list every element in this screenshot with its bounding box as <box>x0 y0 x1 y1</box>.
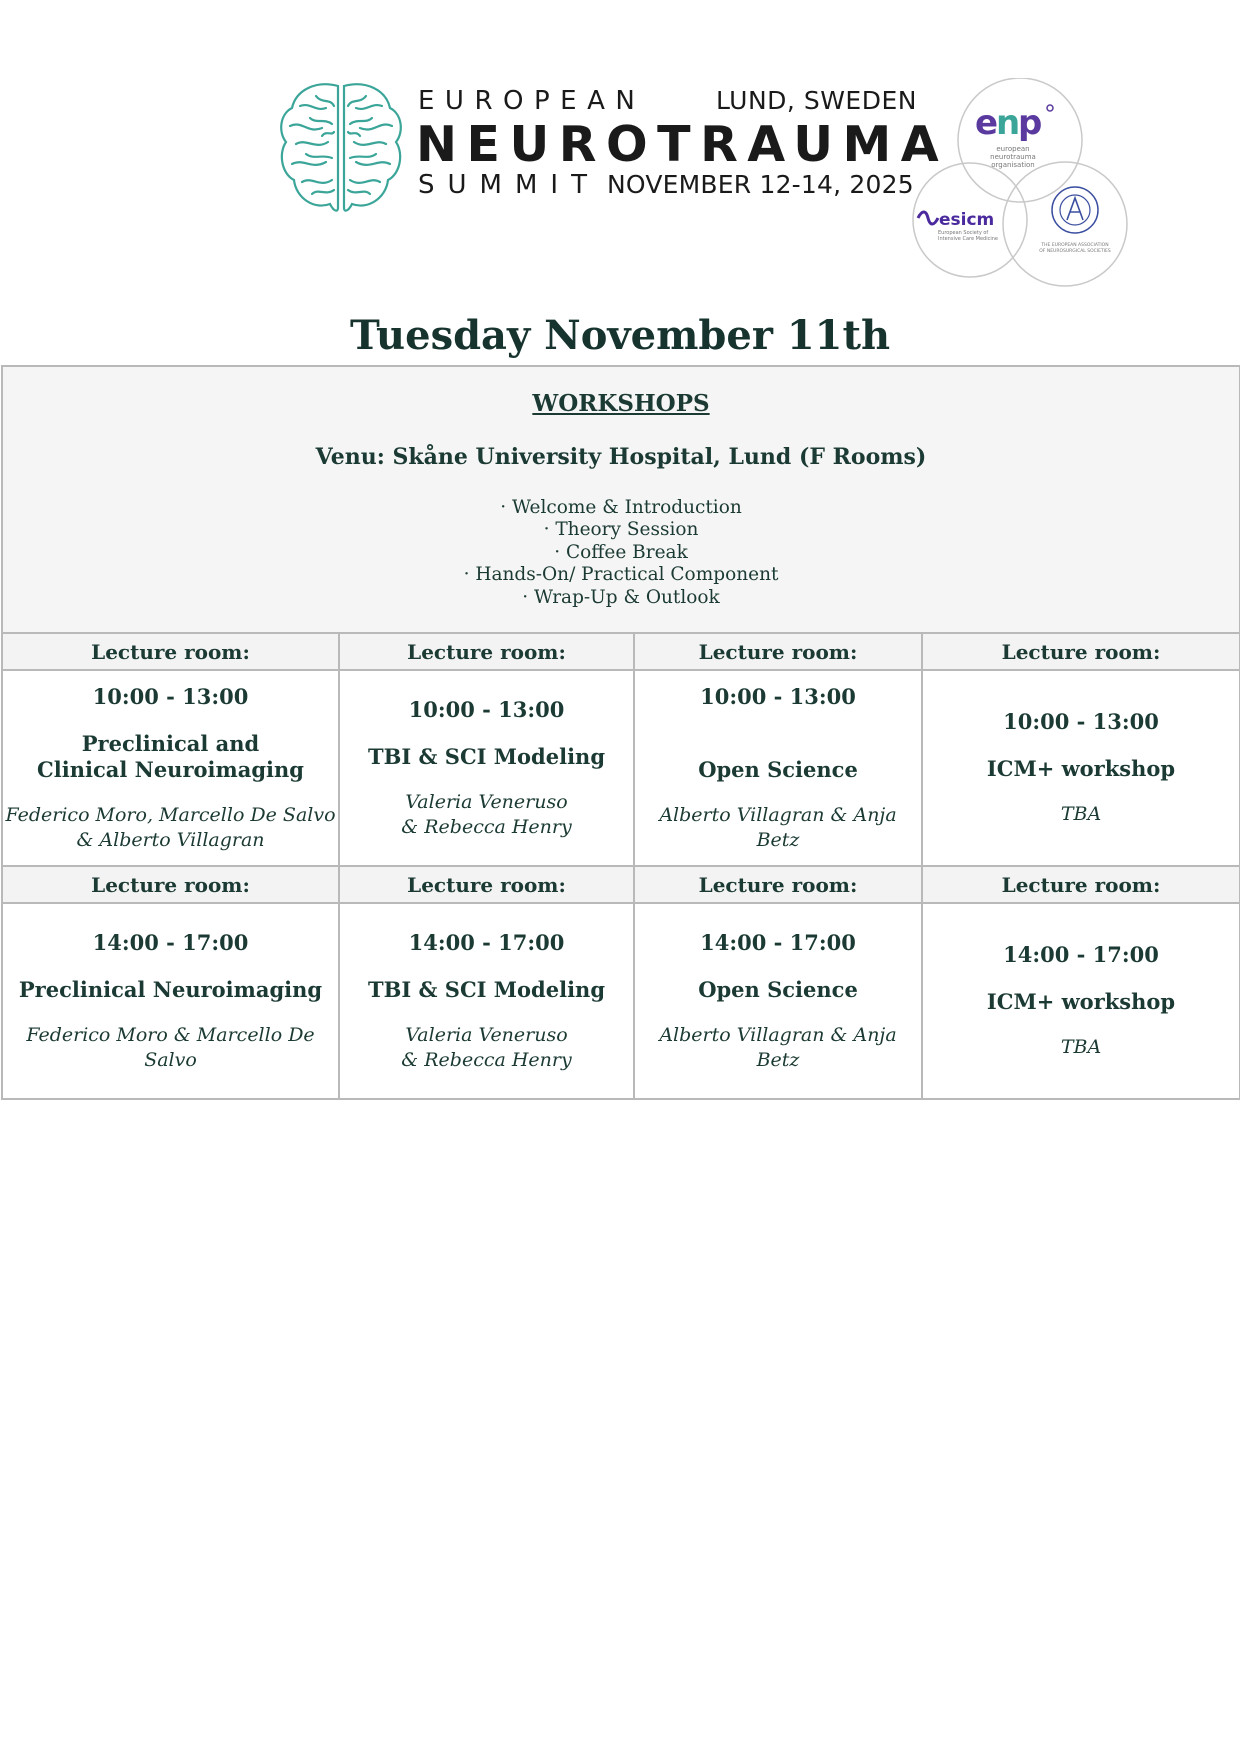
agenda-list <box>3 497 1239 610</box>
room-header-row <box>2 633 1240 670</box>
room-label: Lecture room: <box>922 866 1240 903</box>
workshops-intro <box>2 366 1240 633</box>
room-label: Lecture room: <box>2 633 339 670</box>
session-cell <box>922 670 1240 866</box>
workshops-intro-row <box>2 366 1240 633</box>
brand-main-text: NEUROTRAUMA <box>416 116 949 173</box>
room-label: Lecture room: <box>339 866 634 903</box>
room-label: Lecture room: <box>922 633 1240 670</box>
svg-text:n: n <box>996 103 1021 143</box>
room-header-row <box>2 866 1240 903</box>
session-time: 14:00 - 17:00 <box>1003 942 1159 967</box>
room-label: Lecture room: <box>634 866 922 903</box>
session-time: 10:00 - 13:00 <box>408 696 565 722</box>
svg-text:organisation: organisation <box>991 161 1035 169</box>
session-cell <box>2 903 339 1099</box>
svg-text:neurotrauma: neurotrauma <box>990 153 1036 161</box>
brand-bottom-text: SUMMIT <box>418 170 600 200</box>
esicm-logo-icon <box>918 210 998 242</box>
session-topic: Open Science <box>698 756 858 782</box>
session-time: 14:00 - 17:00 <box>700 929 856 955</box>
session-cell <box>2 670 339 866</box>
session-speakers: TBA <box>1060 803 1102 825</box>
session-topic: ICM+ workshop <box>986 989 1176 1014</box>
page-title: Tuesday November 11th <box>349 312 891 359</box>
page-header <box>0 0 1240 300</box>
room-label: Lecture room: <box>634 633 922 670</box>
brain-logo-icon <box>276 78 406 218</box>
brand-top-text: EUROPEAN <box>418 86 646 116</box>
svg-text:OF NEUROSURGICAL SOCIETIES: OF NEUROSURGICAL SOCIETIES <box>1039 249 1111 254</box>
session-time: 10:00 - 13:00 <box>92 683 249 709</box>
session-topic: Preclinical Neuroimaging <box>18 976 323 1002</box>
svg-text:p: p <box>1018 103 1043 143</box>
dates-text: NOVEMBER 12-14, 2025 <box>607 170 914 199</box>
eans-logo-icon <box>1039 187 1111 254</box>
workshops-heading: WORKSHOPS <box>532 389 710 417</box>
session-cell <box>922 903 1240 1099</box>
location-text: LUND, SWEDEN <box>716 86 917 115</box>
session-time: 10:00 - 13:00 <box>1003 709 1159 734</box>
agenda-item: · Coffee Break <box>554 541 688 563</box>
agenda-item: · Hands-On/ Practical Component <box>463 564 779 586</box>
session-speakers: Alberto Villagran & Anja Betz <box>659 1023 897 1071</box>
session-cell <box>634 903 922 1099</box>
session-time: 14:00 - 17:00 <box>408 929 565 955</box>
session-speakers: & Alberto Villagran <box>76 828 265 851</box>
session-speakers: Federico Moro & Marcello De Salvo <box>26 1023 315 1071</box>
session-topic: Clinical Neuroimaging <box>37 756 304 782</box>
enp-logo-icon <box>975 103 1053 169</box>
schedule-table <box>1 365 1240 1100</box>
svg-text:Intensive Care Medicine: Intensive Care Medicine <box>938 236 998 242</box>
agenda-item: · Theory Session <box>543 519 699 541</box>
afternoon-sessions-row <box>2 903 1240 1099</box>
morning-sessions-row <box>2 670 1240 866</box>
agenda-item: · Welcome & Introduction <box>500 496 742 518</box>
session-time: 10:00 - 13:00 <box>700 683 856 709</box>
svg-text:European Society of: European Society of <box>938 230 989 236</box>
session-topic: ICM+ workshop <box>986 756 1176 781</box>
room-label: Lecture room: <box>339 633 634 670</box>
session-cell <box>339 903 634 1099</box>
room-label: Lecture room: <box>2 866 339 903</box>
session-speakers: Federico Moro, Marcello De Salvo <box>5 803 336 826</box>
session-speakers: & Rebecca Henry <box>401 815 572 838</box>
venue-text: Venu: Skåne University Hospital, Lund (F Rooms) <box>315 443 927 470</box>
svg-text:THE EUROPEAN ASSOCIATION: THE EUROPEAN ASSOCIATION <box>1041 243 1109 248</box>
partner-logos <box>905 78 1130 293</box>
session-topic: Open Science <box>698 976 858 1002</box>
svg-text:european: european <box>996 145 1030 153</box>
agenda-item: · Wrap-Up & Outlook <box>522 586 720 608</box>
session-speakers: Alberto Villagran & Anja Betz <box>659 803 897 851</box>
session-time: 14:00 - 17:00 <box>92 929 249 955</box>
session-speakers: Valeria Veneruso <box>405 790 568 813</box>
session-topic: TBI & SCI Modeling <box>368 743 605 769</box>
session-topic: TBI & SCI Modeling <box>368 976 605 1002</box>
session-speakers: TBA <box>1060 1036 1102 1058</box>
session-speakers: & Rebecca Henry <box>401 1048 572 1071</box>
svg-text:esicm: esicm <box>939 210 995 230</box>
svg-text:e: e <box>975 103 999 143</box>
session-speakers: Valeria Veneruso <box>405 1023 568 1046</box>
session-cell <box>634 670 922 866</box>
session-cell <box>339 670 634 866</box>
session-topic: Preclinical and <box>81 730 260 756</box>
